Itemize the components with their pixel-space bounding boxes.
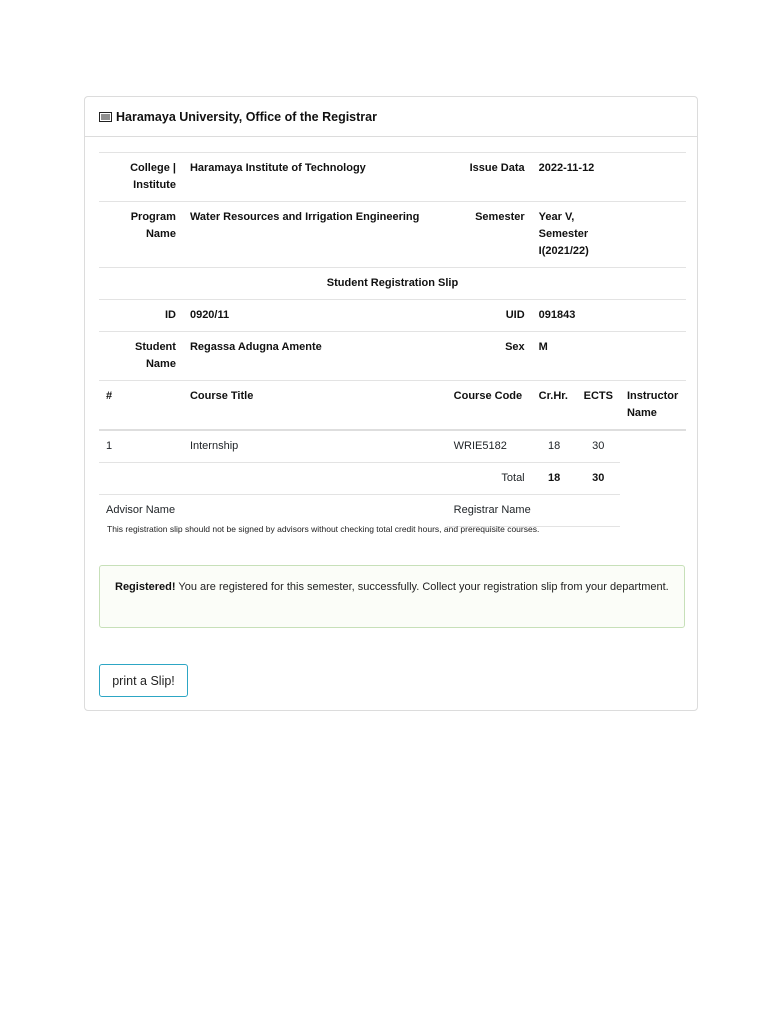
- total-crhr: 18: [532, 463, 577, 495]
- id-value: 0920/11: [183, 300, 447, 332]
- issue-date-value: 2022-11-12: [532, 153, 686, 202]
- course-code: WRIE5182: [447, 430, 532, 463]
- student-name-label: Student Name: [99, 332, 183, 381]
- alert-message: You are registered for this semester, successfully. Collect your registration slip from your department.: [175, 581, 669, 593]
- print-slip-button[interactable]: print a Slip!: [99, 664, 188, 697]
- slip-title: Student Registration Slip: [99, 268, 686, 300]
- college-value: Haramaya Institute of Technology: [183, 153, 447, 202]
- college-label: College | Institute: [99, 153, 183, 202]
- course-title: Internship: [183, 430, 447, 463]
- college-row: [99, 153, 686, 202]
- id-label: ID: [99, 300, 183, 332]
- program-row: [99, 202, 686, 268]
- signature-row: [99, 495, 686, 527]
- semester-value: Year V, Semester I(2021/22): [532, 202, 620, 268]
- program-label: Program Name: [99, 202, 183, 268]
- uid-label: UID: [447, 300, 532, 332]
- registration-slip-table: [99, 152, 686, 527]
- total-row: [99, 463, 686, 495]
- slip-title-row: [99, 268, 686, 300]
- course-header-row: [99, 381, 686, 431]
- col-header-instructor: Instructor Name: [620, 381, 686, 431]
- registrar-name-label: Registrar Name: [447, 495, 620, 527]
- sex-label: Sex: [447, 332, 532, 381]
- col-header-title: Course Title: [183, 381, 447, 431]
- uid-value: 091843: [532, 300, 686, 332]
- issue-date-label: Issue Data: [447, 153, 532, 202]
- course-crhr: 18: [532, 430, 577, 463]
- col-header-crhr: Cr.Hr.: [532, 381, 577, 431]
- id-row: [99, 300, 686, 332]
- course-instructor: [620, 430, 686, 463]
- student-name-row: [99, 332, 686, 381]
- registration-card: [84, 96, 698, 711]
- sex-value: M: [532, 332, 686, 381]
- alert-strong: Registered!: [115, 581, 176, 593]
- success-alert: [99, 565, 685, 628]
- total-label: Total: [447, 463, 532, 495]
- col-header-ects: ECTS: [577, 381, 620, 431]
- total-ects: 30: [577, 463, 620, 495]
- advisor-name-label: Advisor Name: [99, 495, 447, 527]
- program-value: Water Resources and Irrigation Engineering: [183, 202, 447, 268]
- card-header: [85, 97, 697, 137]
- col-header-num: #: [99, 381, 183, 431]
- list-alt-icon: [99, 112, 112, 122]
- table-row: [99, 430, 686, 463]
- col-header-code: Course Code: [447, 381, 532, 431]
- course-num: 1: [99, 430, 183, 463]
- page-title: Haramaya University, Office of the Registrar: [116, 109, 377, 124]
- registration-note: This registration slip should not be signed by advisors without checking total credit hours, and prerequisite courses.: [107, 524, 540, 534]
- course-ects: 30: [577, 430, 620, 463]
- semester-label: Semester: [447, 202, 532, 268]
- student-name-value: Regassa Adugna Amente: [183, 332, 447, 381]
